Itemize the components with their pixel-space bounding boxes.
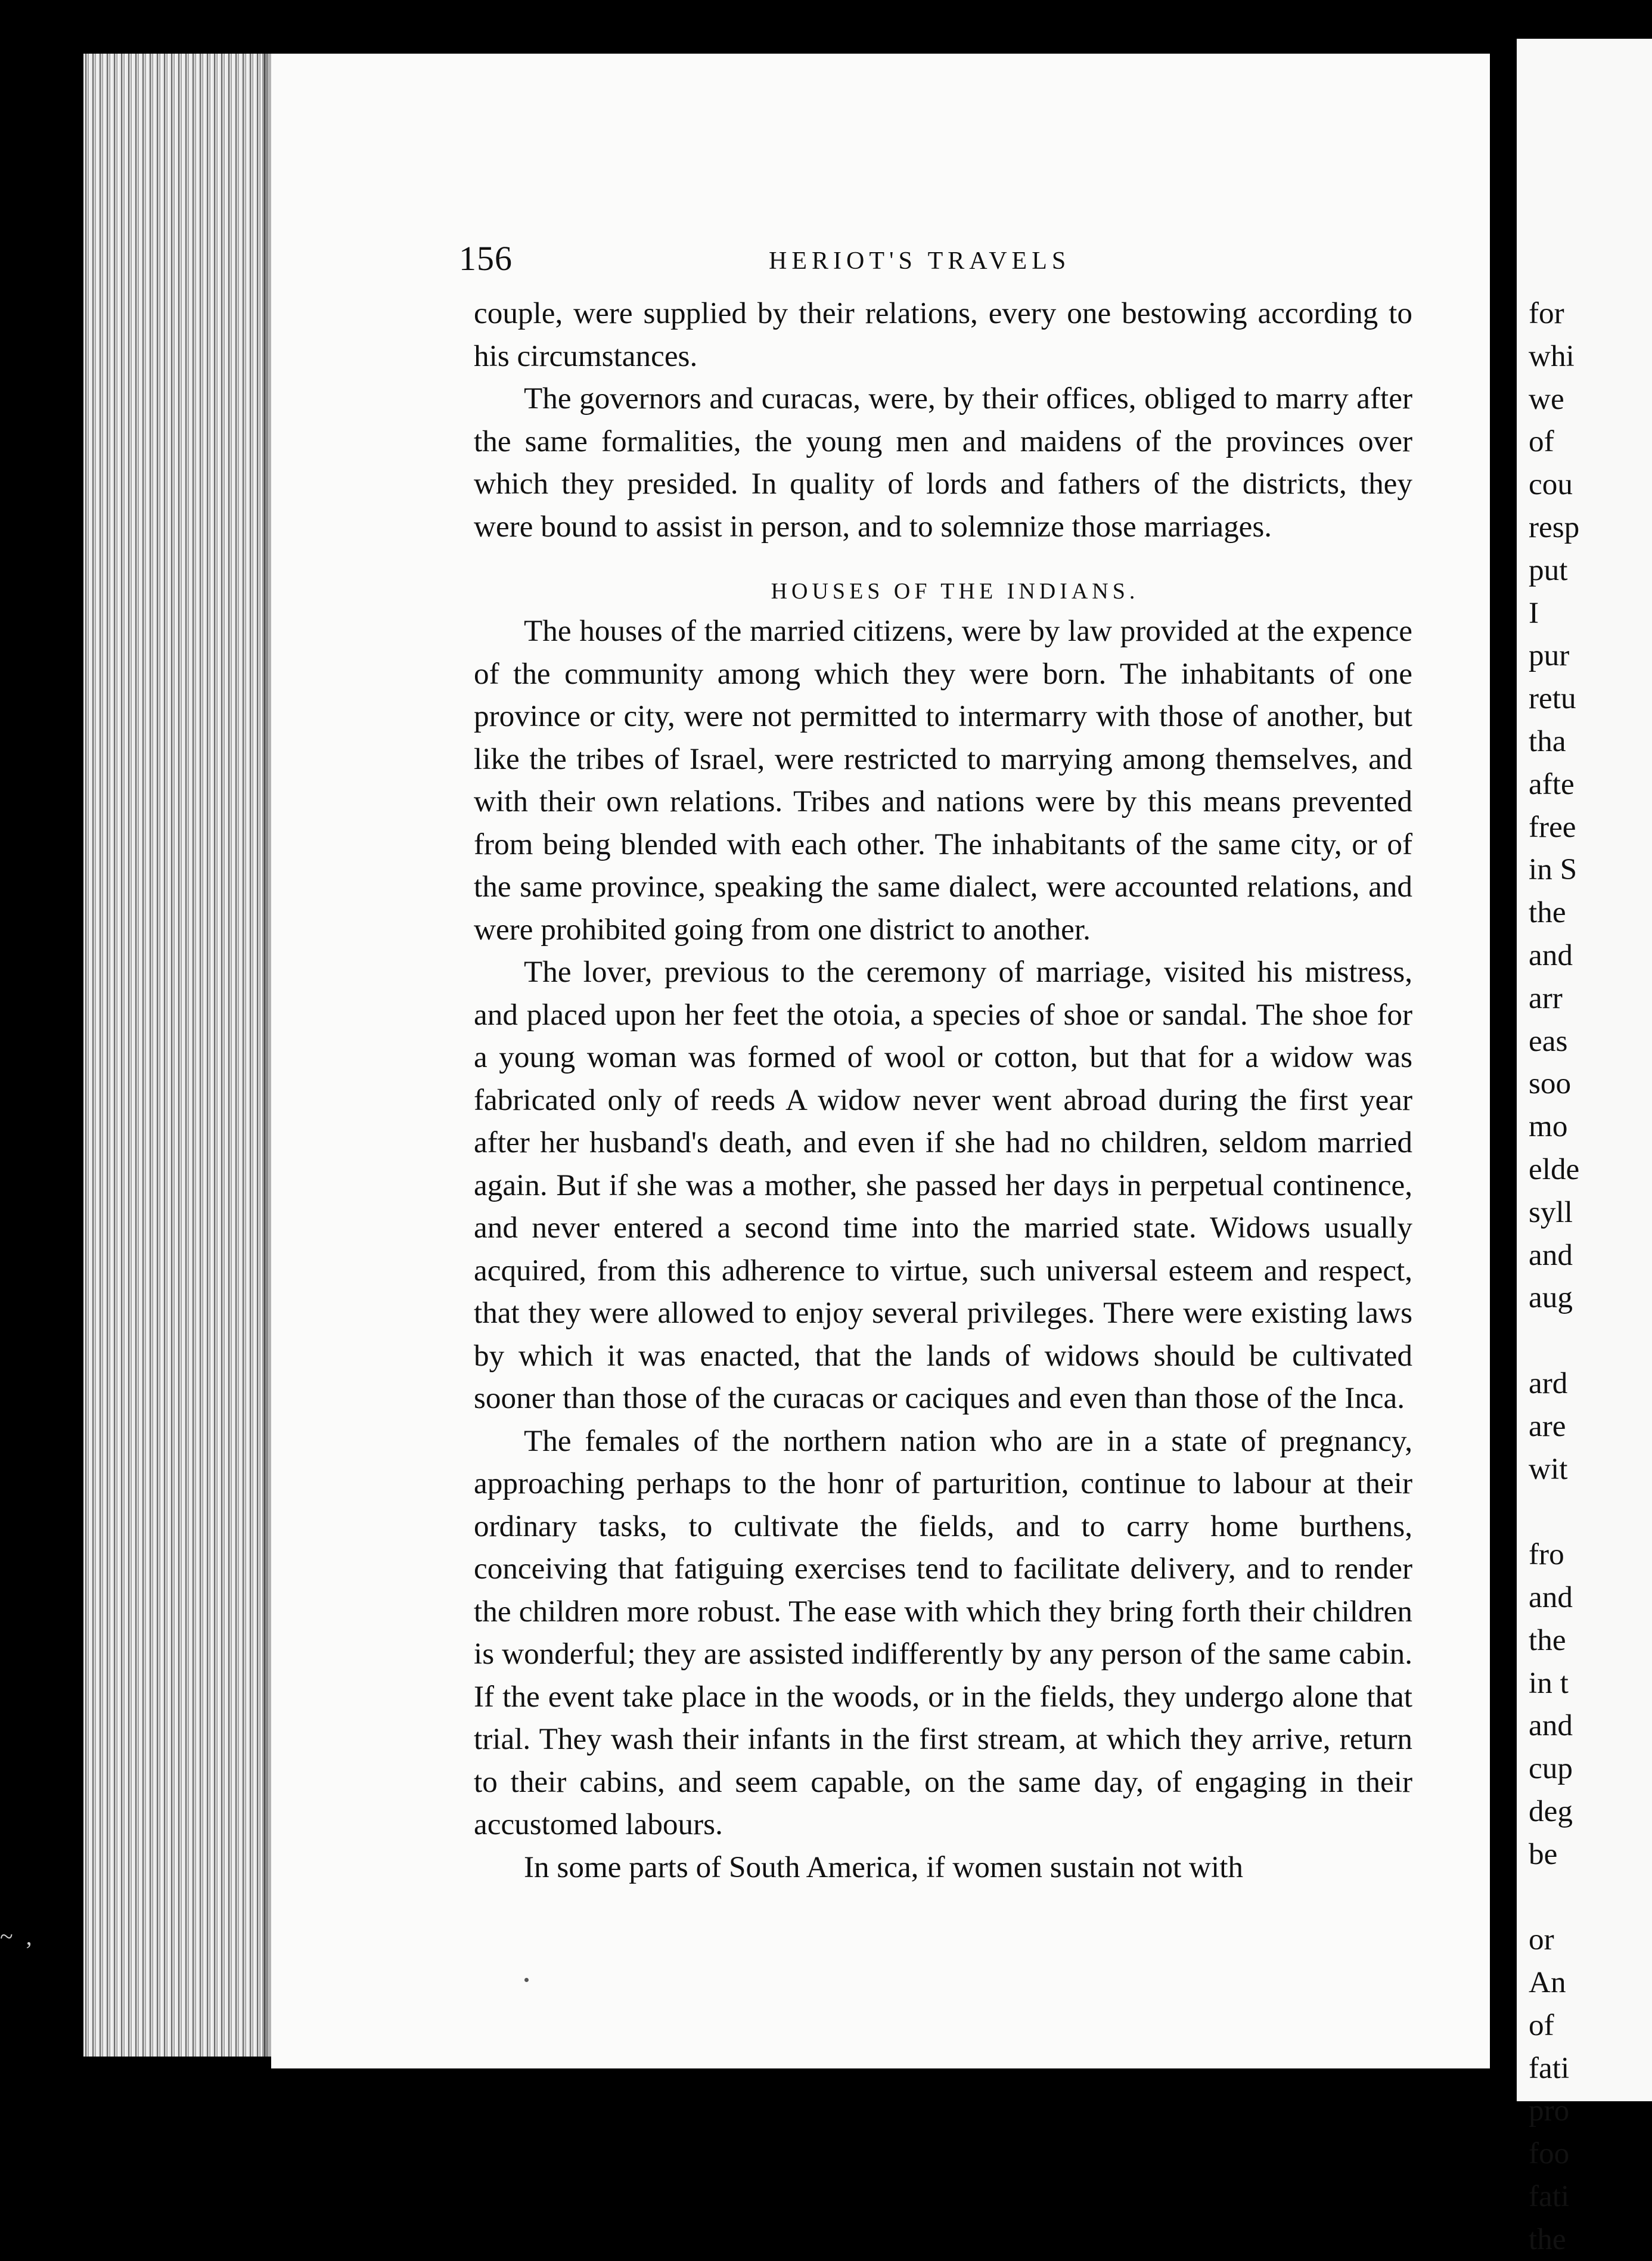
- next-page-fragment: and: [1529, 1237, 1573, 1272]
- next-page-fragment: of: [1529, 424, 1554, 459]
- next-page-fragment: [1529, 1490, 1648, 1533]
- next-page-fragment: wit: [1529, 1451, 1568, 1486]
- next-page-fragment: for: [1529, 296, 1564, 330]
- next-page-fragment: put: [1529, 553, 1568, 587]
- next-page-fragment: ard: [1529, 1366, 1568, 1400]
- next-page-text-fragments: [1529, 292, 1648, 2261]
- paragraph: The governors and curacas, were, by their offices, obliged to marry after the same formalities, the young men and maidens of the provinces over which they presided. In quality of lords and fathers of the districts, they were bound to assist in person, and to solemnize those marriages.: [474, 382, 1412, 544]
- next-page-fragment: fro: [1529, 1537, 1564, 1572]
- section-title: HOUSES OF THE INDIANS.: [771, 579, 1139, 604]
- next-page-fragment: in t: [1529, 1665, 1569, 1700]
- paragraph: The houses of the married citizens, were by law provided at the expence of the community among which they were born. The inhabitants of one province or city, were not permitted to intermarry with those of another, but like the tribes of Israel, were restricted to marrying among themselves, and with their own relations. Tribes and nations were by this means prevented from being blended with each other. The inhabitants of the same city, or of the same province, speaking the same dialect, were accounted relations, and were prohibited going from one district to another.: [474, 614, 1412, 947]
- next-page-fragment: free: [1529, 810, 1576, 844]
- paragraph: The lover, previous to the ceremony of marriage, visited his mistress, and placed upon her feet the otoia, a species of shoe or sandal. The shoe for a young woman was formed of wool or cotton, but that for a widow was fabricated only of reeds A widow never went abroad during the first year after her husband's death, and even if she had no children, seldom married again. But if she was a mother, she passed her days in perpetual continence, and never entered a second time into the married state. Widows usually acquired, from this adherence to virtue, such universal esteem and respect, that they were allowed to enjoy several privileges. There were existing laws by which it was enacted, that the lands of widows should be cultivated sooner than those of the curacas or caciques and even than those of the Inca.: [474, 955, 1412, 1415]
- next-page-fragment: the: [1529, 2222, 1566, 2256]
- next-page-fragment: in S: [1529, 852, 1578, 887]
- next-page-fragment: An: [1529, 1965, 1566, 2000]
- running-head: HERIOT'S TRAVELS: [769, 247, 1071, 275]
- next-page-fragment: fati: [1529, 2051, 1570, 2085]
- book-gutter: [1490, 39, 1517, 2101]
- paragraph: In some parts of South America, if women sustain not with: [524, 1850, 1244, 1884]
- next-page-fragment: I: [1529, 596, 1539, 630]
- next-page-fragment: mo: [1529, 1109, 1568, 1144]
- next-page-fragment: the: [1529, 895, 1566, 930]
- next-page-fragment: the: [1529, 1623, 1566, 1657]
- next-page-fragment: eas: [1529, 1024, 1568, 1058]
- next-page-fragment: of: [1529, 2008, 1554, 2042]
- next-page-fragment: arr: [1529, 981, 1563, 1015]
- next-page-fragment: cou: [1529, 467, 1573, 502]
- next-page-fragment: foo: [1529, 2136, 1570, 2171]
- next-page-fragment: are: [1529, 1409, 1566, 1443]
- next-page-fragment: and: [1529, 1708, 1573, 1743]
- next-page-fragment: tha: [1529, 724, 1566, 758]
- next-page-fragment: soo: [1529, 1066, 1572, 1101]
- ink-dot: [524, 1978, 529, 1982]
- next-page-fragment: and: [1529, 938, 1573, 972]
- next-page-fragment: deg: [1529, 1794, 1573, 1828]
- next-page-fragment: and: [1529, 1580, 1573, 1614]
- next-page-fragment: syll: [1529, 1195, 1573, 1229]
- next-page-fragment: afte: [1529, 767, 1575, 801]
- next-page-fragment: aug: [1529, 1280, 1573, 1315]
- next-page-fragment: we: [1529, 382, 1564, 416]
- page-body: [474, 292, 1412, 1888]
- next-page-fragment: fati: [1529, 2179, 1570, 2214]
- next-page-fragment: pro: [1529, 2093, 1570, 2128]
- next-page-fragment: or: [1529, 1922, 1554, 1957]
- next-page-fragment: [1529, 1319, 1648, 1362]
- next-page-fragment: pur: [1529, 638, 1570, 673]
- next-page-fragment: retu: [1529, 681, 1576, 716]
- paragraph: The females of the northern nation who are in a state of pregnancy, approaching perhaps to the honr of parturition, continue to labour at their ordinary tasks, to cultivate the fields, and to carry home burthens, conceiving that fatiguing exercises tend to facilitate delivery, and to render the children more robust. The ease with which they bring forth their children is wonderful; they are assisted indifferently by any person of the same cabin. If the event take place in the woods, or in the fields, they undergo alone that trial. They wash their infants in the first stream, at which they arrive, return to their cabins, and seem capable, on the same day, of engaging in their accustomed labours.: [474, 1423, 1412, 1841]
- next-page-fragment: elde: [1529, 1152, 1580, 1186]
- next-page-fragment: cup: [1529, 1751, 1573, 1786]
- paragraph: couple, were supplied by their relations, every one bestowing according to his circumstances.: [474, 296, 1412, 373]
- page-number: 156: [459, 239, 513, 278]
- page-header: [459, 238, 1424, 280]
- stray-scan-mark: ~ ,: [0, 1923, 36, 1950]
- next-page-fragment: resp: [1529, 510, 1580, 544]
- next-page-fragment: [1529, 1875, 1648, 1918]
- book-page-edges: [83, 54, 286, 2057]
- next-page-fragment: be: [1529, 1837, 1558, 1871]
- next-page-fragment: whi: [1529, 339, 1575, 373]
